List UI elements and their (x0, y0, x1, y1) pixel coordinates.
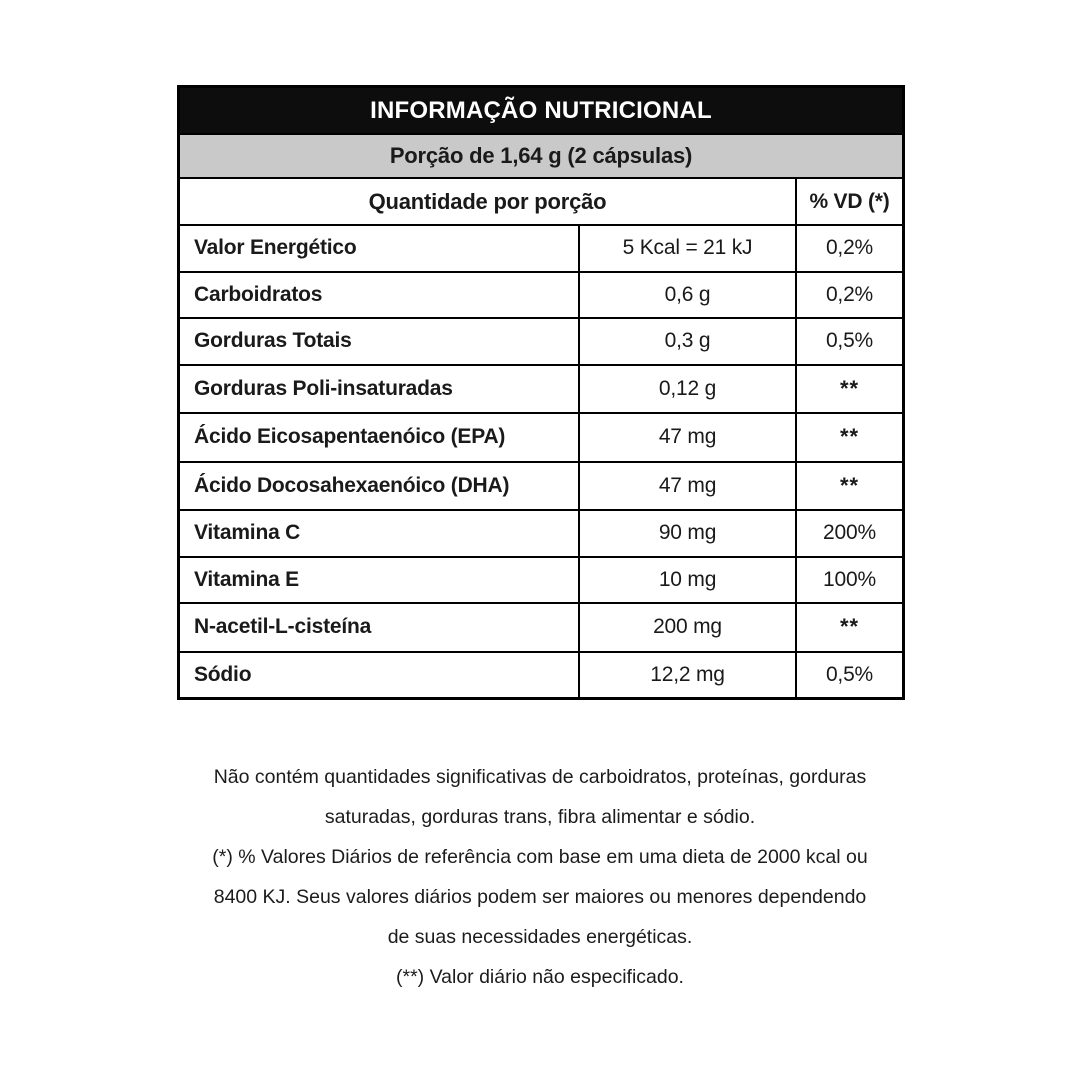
footnote-line: Não contém quantidades significativas de carboidratos, proteínas, gorduras (213, 766, 867, 788)
nutrient-name: Gorduras Poli-insaturadas (194, 376, 453, 400)
nutrient-amount: 0,6 g (578, 273, 795, 318)
table-row (180, 602, 902, 651)
nutrient-name: Vitamina C (194, 521, 301, 545)
table-row (180, 509, 902, 556)
nutrient-amount: 5 Kcal = 21 kJ (578, 226, 795, 271)
nutrient-name: Carboidratos (194, 282, 323, 306)
column-header-vd: % VD (*) (795, 179, 902, 224)
nutrient-vd: 0,2% (795, 273, 902, 318)
table-row (180, 651, 902, 698)
serving-size-bar (180, 133, 902, 179)
nutrient-name: Ácido Docosahexaenóico (DHA) (194, 473, 510, 497)
footnote-line: 8400 KJ. Seus valores diários podem ser maiores ou menores dependendo (213, 886, 867, 908)
table-title-bar (180, 88, 902, 133)
nutrient-vd: ** (795, 604, 902, 651)
nutrient-name: Ácido Eicosapentaenóico (EPA) (194, 425, 506, 449)
footnote-line: de suas necessidades energéticas. (387, 926, 693, 948)
table-row (180, 271, 902, 318)
table-row (180, 364, 902, 413)
nutrient-name: Gorduras Totais (194, 329, 352, 353)
column-header-row (180, 179, 902, 224)
column-header-quantity: Quantidade por porção (368, 188, 607, 214)
table-row (180, 412, 902, 461)
table-title: INFORMAÇÃO NUTRICIONAL (370, 96, 712, 124)
nutrient-vd: ** (795, 463, 902, 510)
nutrient-amount: 200 mg (578, 604, 795, 651)
nutrient-amount: 0,12 g (578, 366, 795, 413)
nutrient-name: Valor Energético (194, 236, 357, 260)
nutrient-vd: ** (795, 414, 902, 461)
table-row (180, 556, 902, 603)
nutrient-amount: 47 mg (578, 414, 795, 461)
footnote-line: (*) % Valores Diários de referência com base em uma dieta de 2000 kcal ou (212, 846, 868, 868)
nutrient-amount: 12,2 mg (578, 653, 795, 698)
nutrient-vd: 0,5% (795, 319, 902, 364)
serving-size-text: Porção de 1,64 g (2 cápsulas) (389, 143, 693, 168)
nutrient-amount: 90 mg (578, 511, 795, 556)
nutrient-name: Vitamina E (194, 567, 299, 591)
nutrient-amount: 10 mg (578, 558, 795, 603)
table-row (180, 461, 902, 510)
nutrition-table (177, 85, 905, 700)
nutrient-vd: ** (795, 366, 902, 413)
nutrient-vd: 200% (795, 511, 902, 556)
nutrient-vd: 0,2% (795, 226, 902, 271)
nutrient-name: N-acetil-L-cisteína (194, 615, 372, 639)
footnotes (160, 757, 920, 997)
nutrient-name: Sódio (194, 662, 252, 686)
nutrient-amount: 0,3 g (578, 319, 795, 364)
table-row (180, 224, 902, 271)
footnote-line: saturadas, gorduras trans, fibra alimentar e sódio. (324, 806, 756, 828)
nutrient-vd: 0,5% (795, 653, 902, 698)
footnote-line: (**) Valor diário não especificado. (396, 966, 684, 988)
nutrient-vd: 100% (795, 558, 902, 603)
table-row (180, 317, 902, 364)
nutrient-amount: 47 mg (578, 463, 795, 510)
